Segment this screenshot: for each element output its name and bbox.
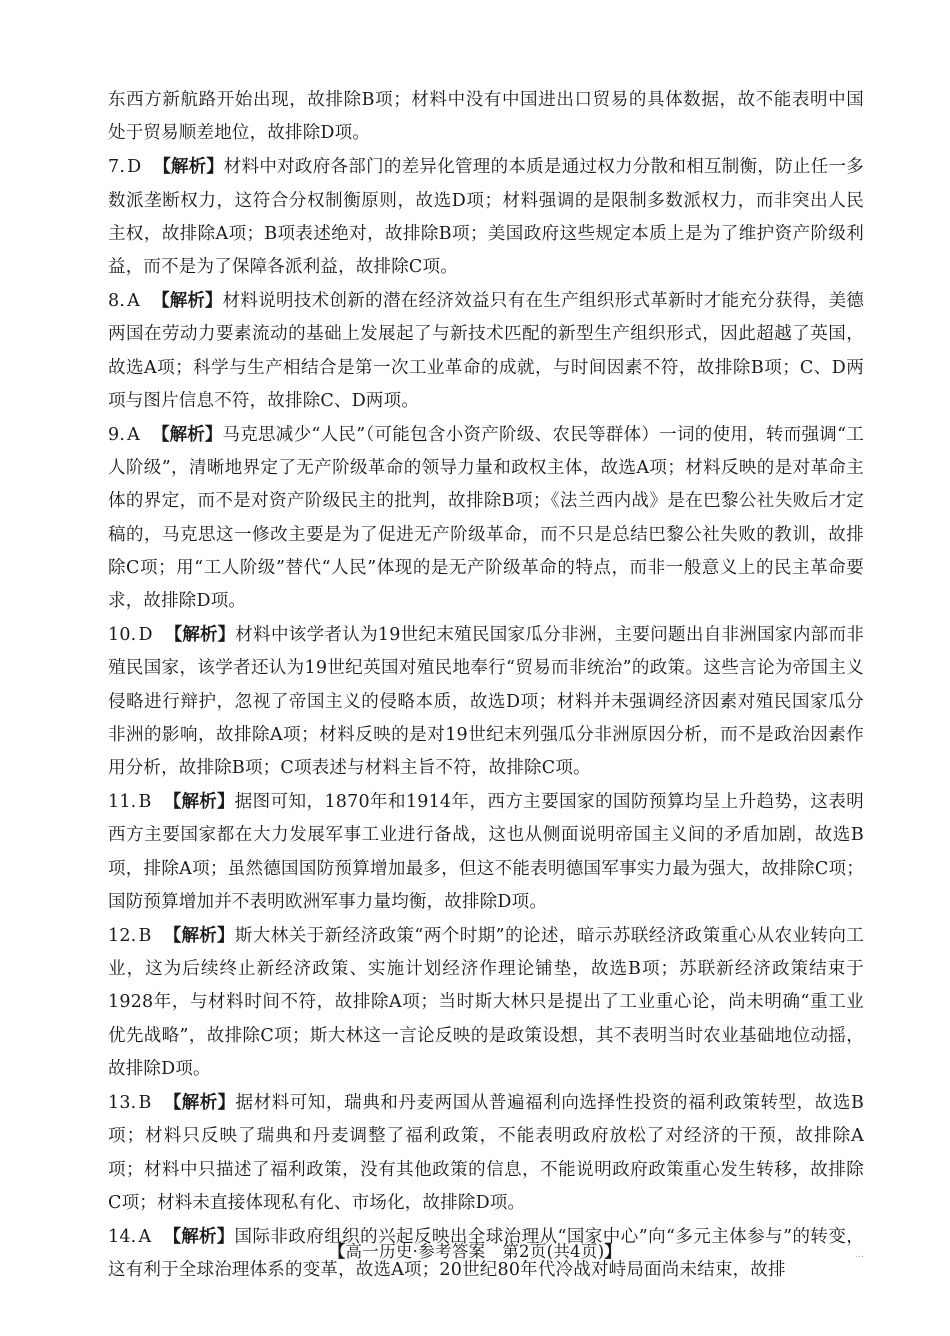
item-explanation: 国际非政府组织的兴起反映出全球治理从“国家中心”向“多元主体参与”的转变，这有利于全球治理体系的变革，故选A项；20世纪80年代冷战对峙局面尚未结束，故排	[108, 1226, 865, 1281]
item-explanation: 材料中该学者认为19世纪末殖民国家瓜分非洲，主要问题出自非洲国家内部而非殖民国家，该学者还认为19世纪英国对殖民地奉行“贸易而非统治”的政策。这些言论为帝国主义侵略进行辩护，忽视了帝国主义的侵略本质，故选D项；材料并未强调经济因素对殖民国家瓜分非洲的影响，故排除A项；材料反映的是对19世纪末列强瓜分非洲原因分析，而不是政治因素作用分析，故排除B项；C项表述与材料主旨不符，故排除C项。	[108, 625, 864, 779]
item-answer: A	[127, 291, 140, 312]
continuation-paragraph: 东西方新航路开始出现，故排除B项；材料中没有中国进出口贸易的具体数据，故不能表明中国处于贸易顺差地位，故排除D项。	[108, 90, 864, 144]
answer-item-9	[104, 419, 864, 618]
answer-item-7	[104, 151, 864, 284]
item-explanation: 据材料可知，瑞典和丹麦两国从普遍福利向选择性投资的福利政策转型，故选B项；材料只反映了瑞典和丹麦调整了福利政策，不能表明政府放松了对经济的干预，故排除A项；材料中只描述了福利政策，没有其他政策的信息，不能说明政府政策重心发生转移，故排除C项；材料未直接体现私有化、市场化，故排除D项。	[108, 1093, 865, 1213]
item-number: 8.	[108, 291, 126, 312]
answer-item-11	[104, 786, 864, 919]
analysis-tag: 【解析】	[151, 425, 223, 446]
analysis-tag: 【解析】	[163, 1093, 236, 1114]
analysis-tag: 【解析】	[163, 1226, 235, 1247]
item-answer: A	[138, 1226, 152, 1247]
footer-label: 高一历史·参考答案 第2页(共4页)	[345, 1242, 605, 1261]
item-explanation: 材料中对政府各部门的差异化管理的本质是通过权力分散和相互制衡，防止任一多数派垄断权力，这符合分权制衡原则，故选D项；材料强调的是限制多数派权力，而非突出人民主权，故排除A项；B项表述绝对，故排除B项；美国政府这些规定本质上是为了维护资产阶级利益，而不是为了保障各派利益，故排除C项。	[108, 157, 864, 278]
item-number: 9.	[108, 425, 126, 446]
item-answer: B	[138, 792, 152, 813]
item-number: 11.	[108, 792, 137, 813]
answer-item-8	[104, 285, 864, 418]
answer-content	[104, 84, 864, 1288]
analysis-tag: 【解析】	[153, 157, 224, 178]
item-answer: A	[127, 425, 140, 446]
item-answer: B	[138, 926, 152, 947]
footer-open-bracket: 【	[328, 1242, 346, 1261]
analysis-tag: 【解析】	[163, 792, 235, 813]
answer-item-12	[104, 920, 864, 1086]
item-answer: D	[127, 157, 142, 178]
footer-mark: ...	[855, 1250, 864, 1260]
item-number: 13.	[108, 1093, 137, 1114]
item-number: 14.	[108, 1226, 137, 1247]
analysis-tag: 【解析】	[151, 291, 223, 312]
analysis-tag: 【解析】	[164, 625, 236, 646]
item-explanation: 马克思减少“人民”（可能包含小资产阶级、农民等群体）一词的使用，转而强调“工人阶级”，清晰地界定了无产阶级革命的领导力量和政权主体，故选A项；材料反映的是对革命主体的界定，而不是对资产阶级民主的批判，故排除B项；《法兰西内战》是在巴黎公社失败后才定稿的，马克思这一修改主要是为了促进无产阶级革命，而不只是总结巴黎公社失败的教训，故排除C项；用“工人阶级”替代“人民”体现的是无产阶级革命的特点，而非一般意义上的民主革命要求，故排除D项。	[108, 425, 865, 612]
footer-close-bracket: 】	[604, 1242, 622, 1261]
page-footer	[0, 1238, 950, 1262]
answer-item-13	[104, 1087, 864, 1220]
item-answer: B	[138, 1093, 152, 1114]
item-number: 10.	[108, 625, 137, 646]
answer-item-10	[104, 619, 864, 785]
item-explanation: 斯大林关于新经济政策“两个时期”的论述，暗示苏联经济政策重心从农业转向工业，这为后续终止新经济政策、实施计划经济作理论铺垫，故选B项；苏联新经济政策结束于1928年，与材料时间不符，故排除A项；当时斯大林只是提出了工业重心论，尚未明确“重工业优先战略”，故排除C项；斯大林这一言论反映的是政策设想，其不表明当时农业基础地位动摇，故排除D项。	[108, 926, 865, 1079]
item-number: 12.	[108, 926, 137, 947]
analysis-tag: 【解析】	[163, 926, 235, 947]
item-explanation: 据图可知，1870年和1914年，西方主要国家的国防预算均呈上升趋势，这表明西方主要国家都在大力发展军事工业进行备战，这也从侧面说明帝国主义间的矛盾加剧，故选B项，排除A项；虽然德国国防预算增加最多，但这不能表明德国军事实力最为强大，故排除C项；国防预算增加并不表明欧洲军事力量均衡，故排除D项。	[108, 792, 865, 912]
item-explanation: 材料说明技术创新的潜在经济效益只有在生产组织形式革新时才能充分获得，美德两国在劳动力要素流动的基础上发展起了与新技术匹配的新型生产组织形式，因此超越了英国，故选A项；科学与生产相结合是第一次工业革命的成就，与时间因素不符，故排除B项；C、D两项与图片信息不符，故排除C、D两项。	[108, 291, 864, 411]
item-answer: D	[138, 625, 153, 646]
item-number: 7.	[108, 157, 126, 178]
